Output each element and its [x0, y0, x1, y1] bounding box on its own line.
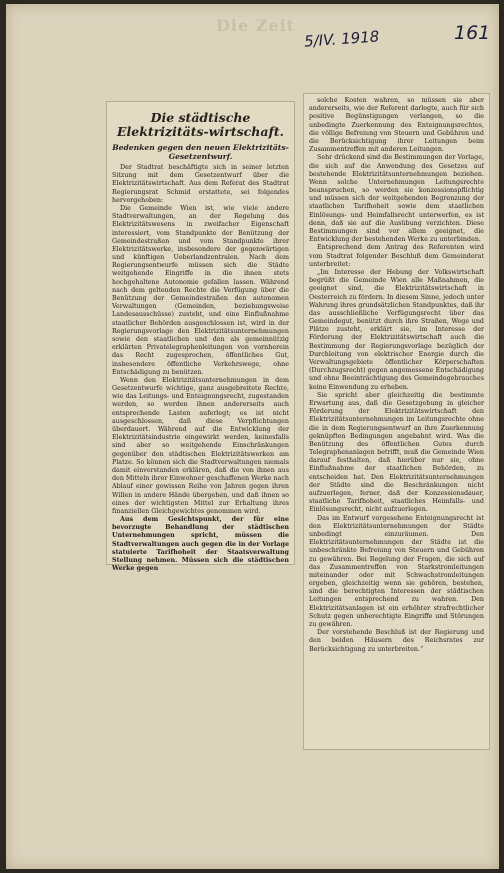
article-clipping-right: [303, 93, 490, 750]
paragraph: Sehr drückend sind die Bestimmungen der Vorlage, die sich auf die Anwendung des Gesetzes auf bestehende Elektrizitätsunternehmungen beziehen. Wenn solche Unternehmungen Leitungsrechte beanspruchen, so werden sie konzessionspflichtig und müssen sich der weitgehenden Begrenzung der staatlichen Tarifhoheit sowie dem staatlichen Einlösungs- und Heimfallsrecht unterwerfen, es ist denn, daß sie auf die Ausübung verzichten. Diese Bestimmungen sind vor allem geeignet, die Entwicklung der bestehenden Werke zu unterbinden.: [309, 154, 484, 244]
article-clipping-left: [106, 101, 295, 573]
paragraph: Aus dem Gesichtspunkt, der für eine bevorzugte Behandlung der städtischen Unternehmungen spricht, müssen die Stadtverwaltungen auch gegen die in der Vorlage statuierte Tarifhoheit der Staatsverwaltung Stellung nehmen. Müssen sich die städtischen Werke gegen: [112, 516, 289, 573]
paragraph: Die Gemeinde Wien ist, wie viele andere Stadtverwaltungen, an der Regelung des Elektrizitätswesens in zweifacher Eigenschaft interessiert, vom Standpunkte der Benützung der Gemeindestraßen und vom Standpunkte ihrer Elektrizitätswerke, insbesondere der gegenwärtigen und künftigen Ueberlandzentralen. Nach dem Regierungsentwurfe müssen sich die Städte weitgehende Eingriffe in die ihnen stets hochgehaltene Autonomie gefallen lassen. Während nach dem geltenden Rechte die Verfügung über die Benützung der Gemeindestraßen den autonomen Verwaltungen (Gemeinden, beziehungsweise Landesausschüsse) zusteht, und eine Einflußnahme staatlicher Behörden ausgeschlossen ist, wird in der Regierungsvorlage den Elektrizitätsunternehmungen sowie den staatlichen und den als gemeinnützig erklärten Privatelegraphenleitungen von vornherein das Recht zugesprochen, öffentliches Gut, insbesondere öffentliche Verkehrswege, ohne Entschädigung zu benützen.: [112, 204, 289, 376]
article-headline: Die städtische Elektrizitäts-wirtschaft.: [117, 110, 284, 139]
paragraph: Wenn den Elektrizitätsunternehmungen in dem Gesetzentwurfe wichtige, ganz ausgebreitete Rechte, wie das Leitungs- und Enteignungsrecht, zugestanden werden, so werden ihnen andererseits auch entsprechende Lasten auferlegt; es ist nicht ausgeschlossen, daß diese Verpflichtungen überdauert. Während auf die Entwicklung der Elektrizitätsindustrie eingewirkt werden, keinesfalls sind aber so weitgehende Einschränkungen gegenüber den städtischen Elektrizitätswerken am Platze. So können sich die Stadtverwaltungen niemals damit einverstanden erklären, daß die von ihnen aus den Mitteln ihrer Einwohner geschaffenen Werke nach Ablauf einer gewissen Reihe von Jahren gegen ihren Willen in andere Hände übergehen, und daß ihnen so eines der wichtigsten Mittel zur Erhaltung ihres finanziellen Gleichgewichtes genommen wird.: [112, 376, 289, 515]
paragraph: „Im Interesse der Hebung der Volkswirtschaft begrüßt die Gemeinde Wien alle Maßnahmen, die geeignet sind, die Elektrizitätswirtschaft in Oesterreich zu fördern. In diesem Sinne, jedoch unter Wahrung ihres grundsätzlichen Standpunktes, daß ihr das ausschließliche Verfügungsrecht über das Gemeindegut, benützt durch ihre Straßen, Wege und Plätze zusteht, erklärt sie, im Interesse der Förderung der Elektrizitätswirtschaft auch die Bestimmung der Regierungsvorlage bezüglich der Durchleitung von elektrischer Energie durch die Verwaltungsgebiete öffentlicher Körperschaften (Durchzugsrecht) gegen angemessene Entschädigung und ohne Beeinträchtigung des Gemeindegebrauches keine Einwendung zu erheben.: [309, 268, 484, 391]
paragraph: Das im Entwurf vorgesehene Enteignungsrecht ist den Elektrizitätsunternehmungen der Städte unbedingt einzuräumen. Den Elektrizitätsunternehmungen der Städte ist die unbeschränkte Befreiung von Steuern und Gebühren zu gewähren. Bei Regelung der Fragen, die sich auf das Zusammentreffen von Starkstromleitungen miteinander oder mit Schwachstromleitungen ergeben, gleichzeitig wenn sie gehören, bestehen, sind die berechtigten Interessen der städtischen Leitungen entsprechend zu wahren. Den Elektrizitätsanlagen ist ein erhöhter strafrechtlicher Schutz gegen unberechtigte Eingriffe und Störungen zu gewähren.: [309, 514, 484, 628]
paragraph: Sie spricht aber gleichzeitig die bestimmte Erwartung aus, daß die Gesetzgebung in gleicher Förderung der Elektrizitätswirtschaft den Elektrizitätsunternehmungen im Leitungsrechte ohne die in dem Regierungsentwurf an ihre Zuerkennung geknüpften Bedingungen angebahnt wird. Was die Benützung des öffentlichen Gutes durch Telegraphenanlagen betrifft, muß die Gemeinde Wien darauf festhalten, daß hierüber nur sie, ohne Einflußnahme der staatlichen Behörden, zu entscheiden hat. Den Elektrizitätsunternehmungen der Städte sind die Beschränkungen nicht aufzuerlegen, ferner, daß der Konzessionsdauer, staatliche Tarifhoheit, staatliches Heimfalls- und Einlösungsrecht, nicht aufzuerlegen.: [309, 391, 484, 514]
paragraph: solche Kosten wahren, so müssen sie aber andererseits, wie der Referent darlegte, auch für sich positive Begünstigungen verlangen, so die unbedingte Zuerkennung des Enteignungsrechtes, die völlige Befreiung von Steuern und Gebühren und die Berücksichtigung ihrer Leitungen beim Zusammentreffen mit anderen Leitungen.: [309, 97, 484, 154]
paragraph: Der Stadtrat beschäftigte sich in seiner letzten Sitzung mit dem Gesetzentwurf über die Elektrizitätswirtschaft. Aus dem Referat des Stadtrat Regierungsrat Schmid erstattete, sei folgendes hervorgehoben:: [112, 164, 289, 204]
handwritten-page-number: 161: [454, 22, 491, 44]
paragraph: Entsprechend dem Antrag des Referenten wird vom Stadtrat folgender Beschluß dem Gemeinderat unterbreitet:: [309, 244, 484, 268]
paragraph: Der vorstehende Beschluß ist der Regierung und den beiden Häusern des Reichsrates zur Berücksichtigung zu unterbreiten.“: [309, 629, 484, 653]
handwritten-date: 5/IV. 1918: [303, 27, 380, 51]
newspaper-stamp: Die Zeit: [216, 16, 296, 35]
article-subheadline: Bedenken gegen den neuen Elektrizitäts-Gesetzentwurf.: [112, 143, 289, 161]
